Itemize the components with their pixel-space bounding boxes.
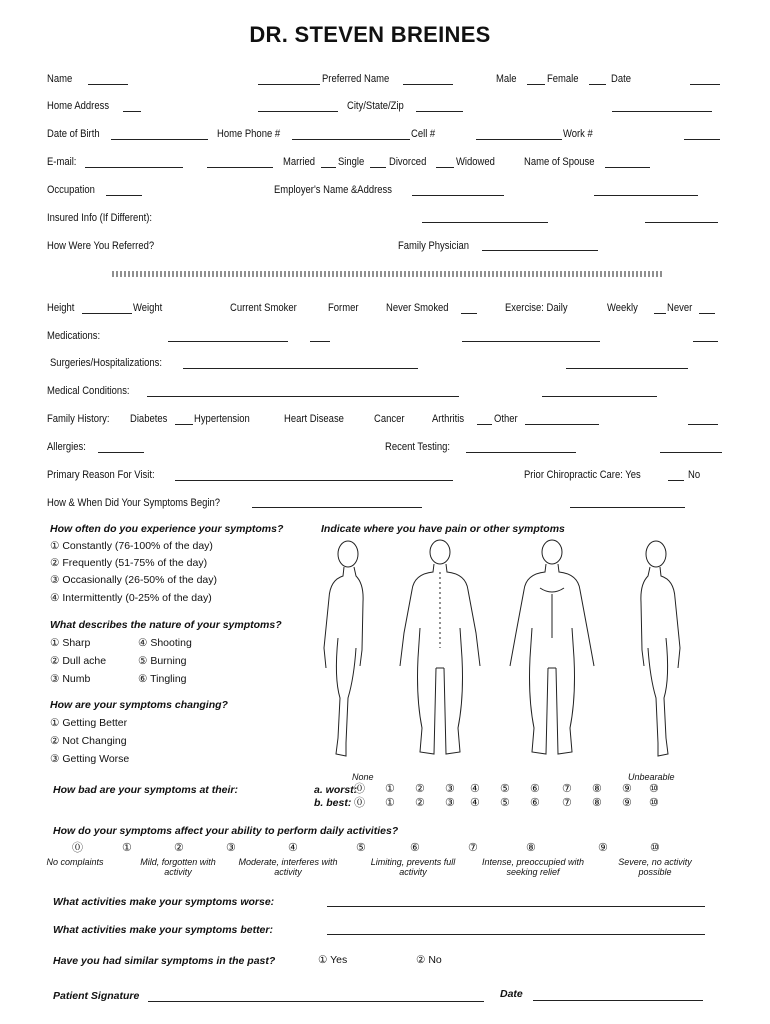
conditions-label: Medical Conditions:: [47, 385, 130, 397]
spouse-label: Name of Spouse: [524, 156, 595, 168]
freq-option-4[interactable]: ④ Intermittently (0-25% of the day): [50, 592, 212, 604]
daily-caption-2: Moderate, interferes with activity: [238, 857, 338, 877]
cell-field[interactable]: [476, 139, 562, 140]
nature-question: What describes the nature of your symptoms?: [50, 619, 282, 631]
best-7[interactable]: ⑦: [562, 797, 572, 809]
medications-field-4[interactable]: [693, 341, 718, 342]
never-smoked-label: Never Smoked: [386, 302, 449, 314]
best-4[interactable]: ④: [470, 797, 480, 809]
work-field[interactable]: [684, 139, 720, 140]
never-checkbox[interactable]: [699, 313, 715, 314]
scale-best-label: b. best:: [314, 797, 352, 809]
divorced-checkbox[interactable]: [436, 167, 454, 168]
spouse-field[interactable]: [605, 167, 650, 168]
medications-label: Medications:: [47, 330, 101, 342]
best-6[interactable]: ⑥: [530, 797, 540, 809]
recent-testing-field[interactable]: [466, 452, 576, 453]
daily-2[interactable]: ②: [174, 842, 184, 854]
preferred-name-label: Preferred Name: [322, 73, 390, 85]
similar-question: Have you had similar symptoms in the past?: [53, 955, 276, 967]
employer-field[interactable]: [412, 195, 504, 196]
worst-0[interactable]: ⓪: [354, 783, 365, 795]
nature-numb[interactable]: ③ Numb: [50, 673, 91, 685]
symptoms-begin-field[interactable]: [252, 507, 422, 508]
worst-9[interactable]: ⑨: [622, 783, 632, 795]
married-checkbox[interactable]: [321, 167, 336, 168]
name-field[interactable]: [88, 84, 128, 85]
best-9[interactable]: ⑨: [622, 797, 632, 809]
freq-option-2[interactable]: ② Frequently (51-75% of the day): [50, 557, 208, 569]
worst-1[interactable]: ①: [385, 783, 395, 795]
frequency-question: How often do you experience your symptoms?: [50, 523, 284, 535]
nature-sharp[interactable]: ① Sharp: [50, 637, 91, 649]
scale-none-label: None: [352, 772, 374, 782]
home-phone-field[interactable]: [292, 139, 410, 140]
date-field[interactable]: [690, 84, 720, 85]
medications-field-3[interactable]: [462, 341, 600, 342]
cell-label: Cell #: [411, 128, 436, 140]
divorced-label: Divorced: [389, 156, 427, 168]
name-field-2[interactable]: [258, 84, 320, 85]
body-figure-side-right[interactable]: [630, 538, 690, 763]
better-label: What activities make your symptoms better:: [53, 924, 273, 936]
daily-1[interactable]: ①: [122, 842, 132, 854]
city-field-2[interactable]: [612, 111, 712, 112]
exercise-label: Exercise: Daily: [505, 302, 568, 314]
scale-worst-label: a. worst:: [314, 784, 358, 796]
daily-5[interactable]: ⑤: [356, 842, 366, 854]
married-label: Married: [283, 156, 316, 168]
daily-caption-5: Severe, no activity possible: [618, 857, 692, 877]
other-field-2[interactable]: [688, 424, 718, 425]
weekly-label: Weekly: [607, 302, 638, 314]
worst-8[interactable]: ⑧: [592, 783, 602, 795]
best-5[interactable]: ⑤: [500, 797, 510, 809]
best-3[interactable]: ③: [445, 797, 455, 809]
insured-label: Insured Info (If Different):: [47, 212, 152, 224]
best-2[interactable]: ②: [415, 797, 425, 809]
daily-8[interactable]: ⑧: [526, 842, 536, 854]
other-label: Other: [494, 413, 518, 425]
diabetes-checkbox[interactable]: [175, 424, 193, 425]
home-address-field-2[interactable]: [258, 111, 338, 112]
employer-field-2[interactable]: [594, 195, 698, 196]
body-figure-front[interactable]: [502, 538, 602, 763]
widowed-label: Widowed: [456, 156, 495, 168]
occupation-field[interactable]: [106, 195, 142, 196]
family-history-label: Family History:: [47, 413, 110, 425]
nature-shooting[interactable]: ④ Shooting: [138, 637, 192, 649]
work-label: Work #: [563, 128, 593, 140]
female-checkbox[interactable]: [589, 84, 606, 85]
similar-no[interactable]: ② No: [416, 954, 442, 966]
conditions-field-2[interactable]: [542, 396, 657, 397]
worst-3[interactable]: ③: [445, 783, 455, 795]
email-field-2[interactable]: [207, 167, 273, 168]
email-field[interactable]: [85, 167, 183, 168]
daily-7[interactable]: ⑦: [468, 842, 478, 854]
daily-3[interactable]: ③: [226, 842, 236, 854]
weekly-checkbox[interactable]: [654, 313, 666, 314]
best-8[interactable]: ⑧: [592, 797, 602, 809]
former-label: Former: [328, 302, 359, 314]
preferred-name-field[interactable]: [403, 84, 453, 85]
cancer-label: Cancer: [374, 413, 405, 425]
prior-chiro-label: Prior Chiropractic Care: Yes: [524, 469, 641, 481]
scale-unbearable-label: Unbearable: [628, 772, 675, 782]
date-label: Date: [611, 73, 631, 85]
employer-label: Employer's Name &Address: [274, 184, 393, 196]
daily-9[interactable]: ⑨: [598, 842, 608, 854]
prior-chiro-yes[interactable]: [668, 480, 684, 481]
best-1[interactable]: ①: [385, 797, 395, 809]
never-label: Never: [667, 302, 693, 314]
freq-option-3[interactable]: ③ Occasionally (26-50% of the day): [50, 574, 217, 586]
arthritis-checkbox[interactable]: [477, 424, 492, 425]
date-bottom-label: Date: [500, 988, 523, 1000]
worst-7[interactable]: ⑦: [562, 783, 572, 795]
nature-tingling[interactable]: ⑥ Tingling: [138, 673, 187, 685]
male-label: Male: [496, 73, 517, 85]
primary-reason-label: Primary Reason For Visit:: [47, 469, 155, 481]
height-field[interactable]: [82, 313, 132, 314]
recent-testing-label: Recent Testing:: [385, 441, 451, 453]
female-label: Female: [547, 73, 579, 85]
other-field[interactable]: [525, 424, 599, 425]
section-divider: [112, 271, 662, 277]
body-figure-back[interactable]: [390, 538, 490, 763]
worse-label: What activities make your symptoms worse:: [53, 896, 275, 908]
home-address-label: Home Address: [47, 100, 110, 112]
scale-question: How bad are your symptoms at their:: [53, 784, 238, 796]
allergies-field[interactable]: [98, 452, 144, 453]
daily-0[interactable]: ⓪: [72, 842, 83, 854]
physician-label: Family Physician: [398, 240, 469, 252]
worse-field[interactable]: [327, 906, 705, 907]
changing-better[interactable]: ① Getting Better: [50, 717, 128, 729]
changing-not[interactable]: ② Not Changing: [50, 735, 127, 747]
diabetes-label: Diabetes: [130, 413, 168, 425]
worst-10[interactable]: ⑩: [649, 783, 659, 795]
freq-option-1[interactable]: ① Constantly (76-100% of the day): [50, 540, 213, 552]
insured-field-2[interactable]: [645, 222, 718, 223]
signature-label: Patient Signature: [53, 990, 140, 1002]
city-field[interactable]: [416, 111, 463, 112]
single-checkbox[interactable]: [370, 167, 386, 168]
occupation-label: Occupation: [47, 184, 95, 196]
symptoms-begin-field-2[interactable]: [570, 507, 685, 508]
name-label: Name: [47, 73, 73, 85]
referred-label: How Were You Referred?: [47, 240, 155, 252]
nature-burning[interactable]: ⑤ Burning: [138, 655, 187, 667]
height-label: Height: [47, 302, 75, 314]
nature-dull-ache[interactable]: ② Dull ache: [50, 655, 107, 667]
changing-worse[interactable]: ③ Getting Worse: [50, 753, 130, 765]
recent-testing-field-2[interactable]: [660, 452, 722, 453]
better-field[interactable]: [327, 934, 705, 935]
daily-caption-3: Limiting, prevents full activity: [370, 857, 456, 877]
single-label: Single: [338, 156, 365, 168]
daily-caption-4: Intense, preoccupied with seeking relief: [481, 857, 585, 877]
heart-disease-label: Heart Disease: [284, 413, 344, 425]
daily-caption-0: No complaints: [46, 857, 104, 867]
email-label: E-mail:: [47, 156, 77, 168]
changing-question: How are your symptoms changing?: [50, 699, 228, 711]
daily-6[interactable]: ⑥: [410, 842, 420, 854]
weight-label: Weight: [133, 302, 163, 314]
prior-chiro-no-label: No: [688, 469, 701, 481]
worst-5[interactable]: ⑤: [500, 783, 510, 795]
date-bottom-field[interactable]: [533, 1000, 703, 1001]
hypertension-label: Hypertension: [194, 413, 250, 425]
dob-field[interactable]: [111, 139, 208, 140]
home-address-field[interactable]: [123, 111, 141, 112]
worst-6[interactable]: ⑥: [530, 783, 540, 795]
city-label: City/State/Zip: [347, 100, 404, 112]
signature-field[interactable]: [148, 1001, 484, 1002]
current-smoker-label: Current Smoker: [230, 302, 297, 314]
similar-yes[interactable]: ① Yes: [318, 954, 348, 966]
worst-2[interactable]: ②: [415, 783, 425, 795]
home-phone-label: Home Phone #: [217, 128, 281, 140]
conditions-field[interactable]: [147, 396, 459, 397]
body-chart-label: Indicate where you have pain or other symptoms: [321, 523, 565, 535]
allergies-label: Allergies:: [47, 441, 86, 453]
daily-4[interactable]: ④: [288, 842, 298, 854]
best-10[interactable]: ⑩: [649, 797, 659, 809]
body-figure-side-left[interactable]: [316, 538, 376, 763]
physician-field[interactable]: [482, 250, 598, 251]
daily-caption-1: Mild, forgotten with activity: [140, 857, 216, 877]
arthritis-label: Arthritis: [432, 413, 465, 425]
daily-10[interactable]: ⑩: [650, 842, 660, 854]
surgeries-field[interactable]: [183, 368, 418, 369]
best-0[interactable]: ⓪: [354, 797, 365, 809]
never-smoked-checkbox[interactable]: [461, 313, 477, 314]
primary-reason-field[interactable]: [175, 480, 453, 481]
surgeries-label: Surgeries/Hospitalizations:: [50, 357, 163, 369]
insured-field[interactable]: [422, 222, 548, 223]
doctor-name: DR. STEVEN BREINES: [249, 22, 491, 47]
worst-4[interactable]: ④: [470, 783, 480, 795]
male-checkbox[interactable]: [527, 84, 545, 85]
medications-field[interactable]: [168, 341, 288, 342]
symptoms-begin-label: How & When Did Your Symptoms Begin?: [47, 497, 220, 509]
medications-field-2[interactable]: [310, 341, 330, 342]
surgeries-field-2[interactable]: [566, 368, 688, 369]
daily-question: How do your symptoms affect your ability to perform daily activities?: [53, 825, 399, 837]
dob-label: Date of Birth: [47, 128, 100, 140]
